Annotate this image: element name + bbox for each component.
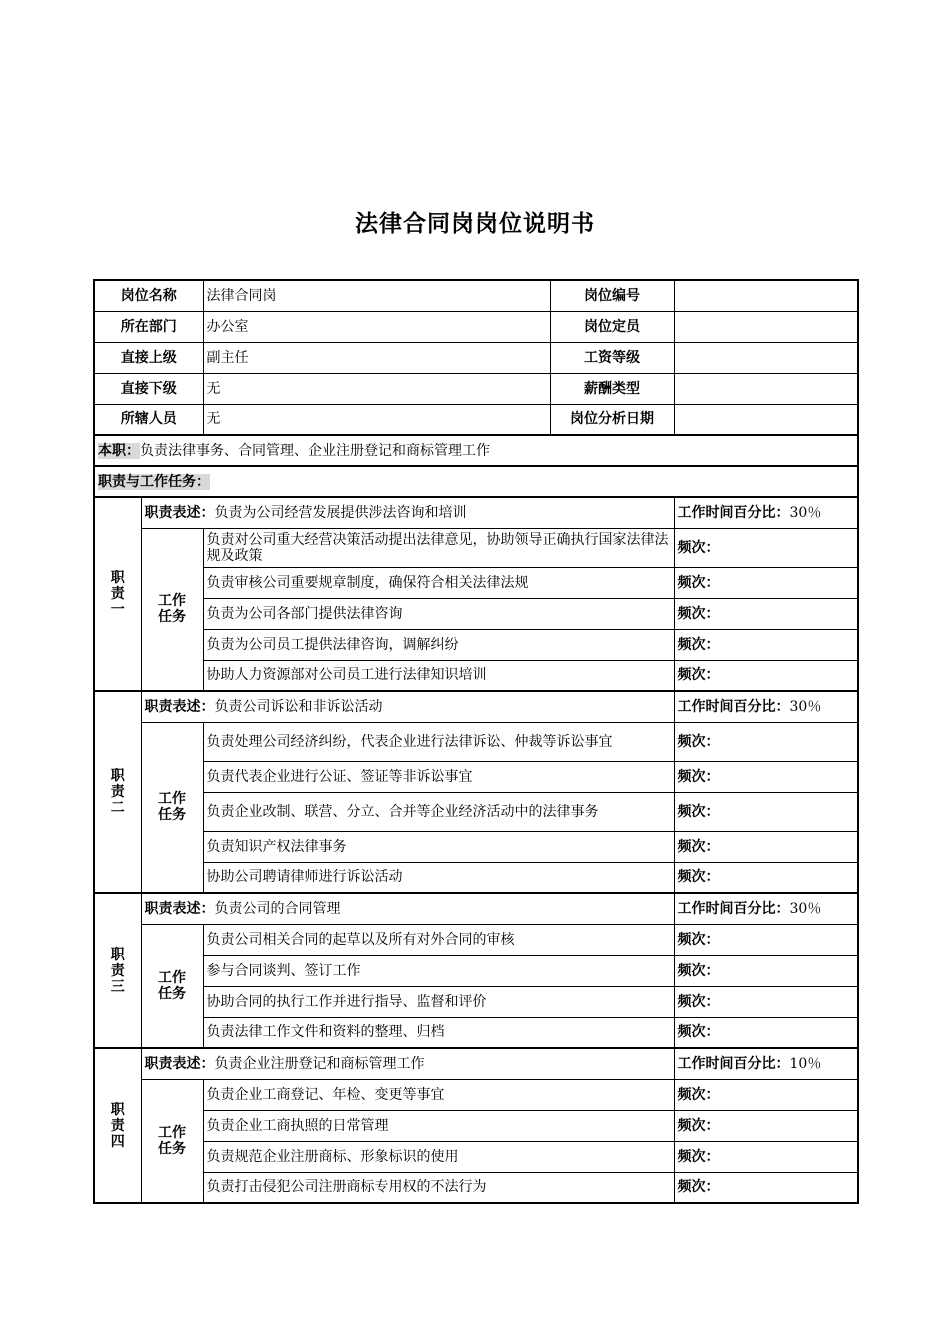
freq-label: 频次： [674,1079,858,1110]
time-percent: 10％ [789,1055,822,1072]
duty-desc-text: 负责公司诉讼和非诉讼活动 [214,698,383,715]
duty-name-char: 责 [110,784,125,800]
task-label-cell [141,722,203,893]
freq-label: 频次： [674,924,858,955]
freq-label: 频次： [674,792,858,831]
task-row [94,1017,858,1048]
task-label-1: 工作 [158,1124,186,1141]
benzhi-row [94,435,858,466]
duty-time-cell [674,497,858,528]
task-row [94,924,858,955]
task-text: 负责为公司各部门提供法律咨询 [203,598,674,629]
freq-label: 频次： [674,629,858,660]
field-value: 副主任 [203,342,550,373]
task-row [94,598,858,629]
freq-label: 频次： [674,722,858,761]
field-value [674,342,858,373]
task-text: 负责公司相关合同的起草以及所有对外合同的审核 [203,924,674,955]
task-text: 负责法律工作文件和资料的整理、归档 [203,1017,674,1048]
task-label-cell [141,528,203,691]
field-value: 办公室 [203,311,550,342]
freq-label: 频次： [674,761,858,792]
freq-label: 频次： [674,955,858,986]
freq-label: 频次： [674,660,858,691]
task-row [94,660,858,691]
duty-time-cell [674,1048,858,1079]
freq-label: 频次： [674,1110,858,1141]
benzhi-label: 本职： [98,442,140,459]
duty-name-char: 职 [110,946,125,963]
duty-name-char: 责 [110,1117,125,1134]
field-label: 岗位名称 [94,280,203,311]
duty-name [94,1048,141,1203]
duty-desc-text: 负责公司的合同管理 [214,900,341,917]
duties-header-row [94,466,858,497]
freq-label: 频次： [674,986,858,1017]
field-label: 薪酬类型 [550,373,674,404]
info-row [94,311,858,342]
task-label-1: 工作 [158,969,186,986]
task-row [94,722,858,761]
task-text: 负责打击侵犯公司注册商标专用权的不法行为 [203,1172,674,1203]
duty-name-char: 一 [110,602,125,618]
benzhi-text: 负责法律事务、合同管理、企业注册登记和商标管理工作 [140,442,490,459]
field-label: 直接上级 [94,342,203,373]
task-text: 负责处理公司经济纠纷，代表企业进行法律诉讼、仲裁等诉讼事宜 [203,722,674,761]
duties-header: 职责与工作任务： [98,473,210,490]
duty-desc-label: 职责表述： [144,698,215,715]
duty-desc-cell [141,691,674,722]
task-label-2: 任务 [158,1140,186,1157]
duty-desc-label: 职责表述： [144,504,215,521]
task-label-cell [141,924,203,1048]
task-row [94,1141,858,1172]
duty-name-char: 四 [110,1133,125,1150]
info-row [94,342,858,373]
duty-name-char: 职 [110,1101,125,1118]
time-label: 工作时间百分比： [677,504,790,521]
task-text: 负责代表企业进行公证、签证等非诉讼事宜 [203,761,674,792]
time-label: 工作时间百分比： [677,698,790,715]
info-row [94,404,858,435]
freq-label: 频次： [674,567,858,598]
duty-name-char: 二 [110,800,125,816]
task-text: 协助合同的执行工作并进行指导、监督和评价 [203,986,674,1017]
freq-label: 频次： [674,862,858,893]
task-label-2: 任务 [158,985,186,1002]
duty-desc-cell [141,893,674,924]
duty-name-char: 责 [110,962,125,979]
duty-name [94,691,141,893]
duty-name-char: 职 [110,768,125,784]
task-text: 负责企业改制、联营、分立、合并等企业经济活动中的法律事务 [203,792,674,831]
job-description-table [93,279,859,1204]
field-value: 无 [203,373,550,404]
task-text: 协助公司聘请律师进行诉讼活动 [203,862,674,893]
duty-name-char: 职 [110,570,125,586]
field-label: 直接下级 [94,373,203,404]
task-row [94,831,858,862]
duty-name-char: 责 [110,586,125,602]
task-row [94,1172,858,1203]
duty-name [94,497,141,691]
time-label: 工作时间百分比： [677,1055,790,1072]
time-label: 工作时间百分比： [677,900,790,917]
duty-time-cell [674,691,858,722]
task-text: 负责对公司重大经营决策活动提出法律意见，协助领导正确执行国家法律法规及政策 [203,528,674,567]
duty-desc-row [94,497,858,528]
task-row [94,955,858,986]
field-value [674,311,858,342]
field-value [674,404,858,435]
duty-desc-label: 职责表述： [144,1055,215,1072]
task-row [94,567,858,598]
field-label: 岗位分析日期 [550,404,674,435]
duty-desc-text: 负责企业注册登记和商标管理工作 [214,1055,425,1072]
info-row [94,280,858,311]
duty-desc-text: 负责为公司经营发展提供涉法咨询和培训 [214,504,467,521]
task-text: 负责审核公司重要规章制度，确保符合相关法律法规 [203,567,674,598]
task-row [94,761,858,792]
field-value [674,280,858,311]
field-label: 工资等级 [550,342,674,373]
field-label: 岗位编号 [550,280,674,311]
freq-label: 频次： [674,1172,858,1203]
freq-label: 频次： [674,1141,858,1172]
task-row [94,986,858,1017]
freq-label: 频次： [674,598,858,629]
time-percent: 30％ [789,698,822,715]
task-text: 负责企业工商执照的日常管理 [203,1110,674,1141]
duty-name-char: 三 [110,978,125,995]
freq-label: 频次： [674,1017,858,1048]
task-row [94,1110,858,1141]
freq-label: 频次： [674,528,858,567]
task-text: 协助人力资源部对公司员工进行法律知识培训 [203,660,674,691]
task-text: 参与合同谈判、签订工作 [203,955,674,986]
duty-desc-cell [141,1048,674,1079]
task-text: 负责规范企业注册商标、形象标识的使用 [203,1141,674,1172]
duty-desc-row [94,1048,858,1079]
task-text: 负责为公司员工提供法律咨询，调解纠纷 [203,629,674,660]
task-row [94,1079,858,1110]
task-row [94,629,858,660]
field-value [674,373,858,404]
duty-time-cell [674,893,858,924]
page-title: 法律合同岗岗位说明书 [355,211,595,237]
task-label-1: 工作 [158,593,186,610]
task-row [94,792,858,831]
task-text: 负责企业工商登记、年检、变更等事宜 [203,1079,674,1110]
field-label: 所在部门 [94,311,203,342]
field-value: 法律合同岗 [203,280,550,311]
task-text: 负责知识产权法律事务 [203,831,674,862]
duty-desc-cell [141,497,674,528]
field-label: 岗位定员 [550,311,674,342]
duty-desc-row [94,691,858,722]
time-percent: 30％ [789,504,822,521]
task-row [94,862,858,893]
time-percent: 30％ [789,900,822,917]
task-label-1: 工作 [158,791,186,808]
field-value: 无 [203,404,550,435]
duty-desc-row [94,893,858,924]
info-row [94,373,858,404]
field-label: 所辖人员 [94,404,203,435]
task-label-2: 任务 [158,807,186,824]
freq-label: 频次： [674,831,858,862]
task-row [94,528,858,567]
duty-name [94,893,141,1048]
task-label-2: 任务 [158,609,186,626]
duty-desc-label: 职责表述： [144,900,215,917]
task-label-cell [141,1079,203,1203]
